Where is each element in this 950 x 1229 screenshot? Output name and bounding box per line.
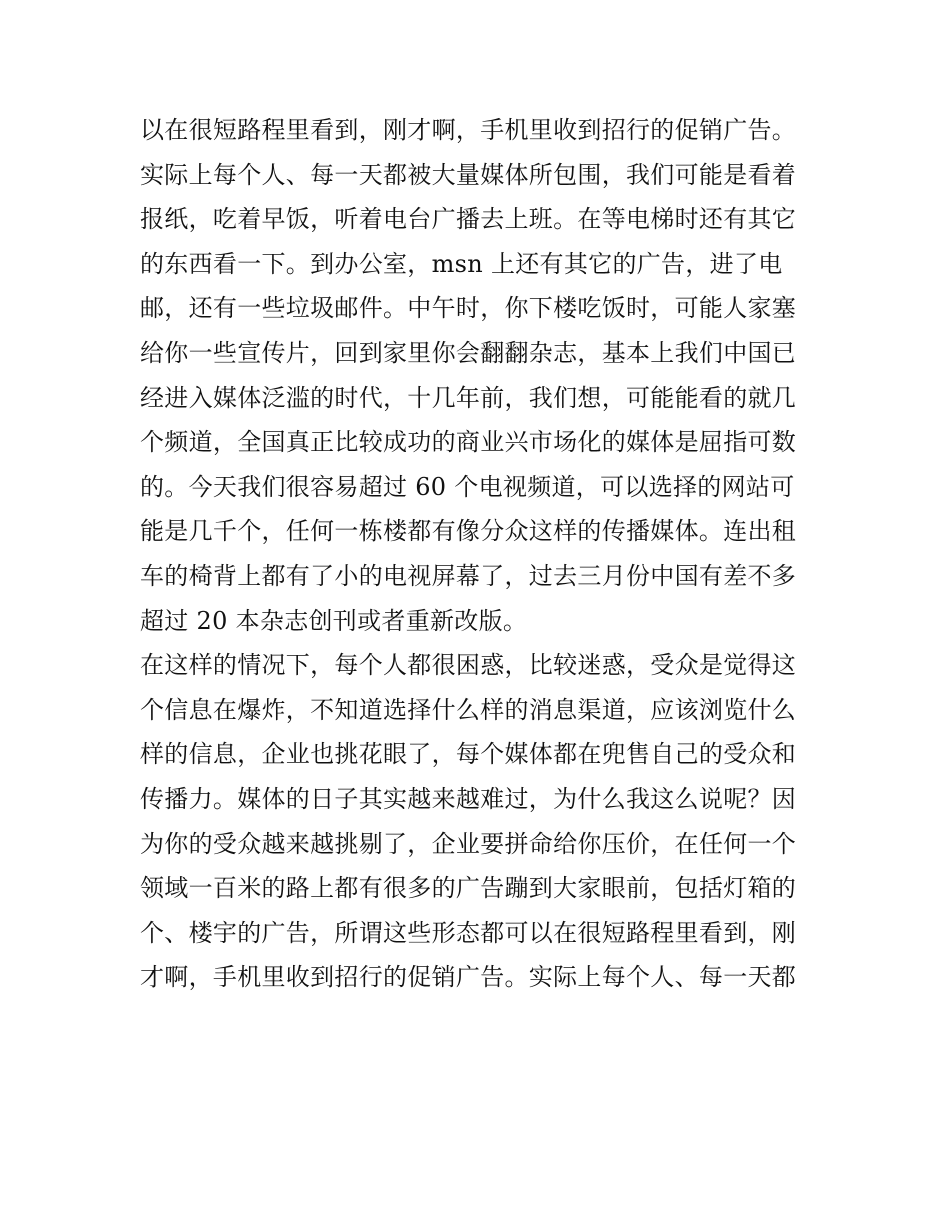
text-line: 才啊，手机里收到招行的促销广告。实际上每个人、每一天都 bbox=[140, 963, 797, 992]
text-line: 传播力。媒体的日子其实越来越难过，为什么我这么说呢？因 bbox=[140, 784, 797, 813]
text-line: 能是几千个，任何一栋楼都有像分众这样的传播媒体。连出租 bbox=[140, 517, 797, 546]
text-line: 的。今天我们很容易超过 60 个电视频道，可以选择的网站可 bbox=[140, 472, 795, 501]
text-line: 超过 20 本杂志创刊或者重新改版。 bbox=[140, 606, 528, 635]
text-line: 个频道，全国真正比较成功的商业兴市场化的媒体是屈指可数 bbox=[140, 428, 797, 457]
body-text bbox=[140, 108, 820, 1000]
text-line: 车的椅背上都有了小的电视屏幕了，过去三月份中国有差不多 bbox=[140, 561, 797, 590]
text-line: 为你的受众越来越挑剔了，企业要拼命给你压价，在任何一个 bbox=[140, 829, 797, 858]
text-line: 样的信息，企业也挑花眼了，每个媒体都在兜售自己的受众和 bbox=[140, 740, 797, 769]
text-line: 实际上每个人、每一天都被大量媒体所包围，我们可能是看着 bbox=[140, 160, 797, 189]
text-line: 给你一些宣传片，回到家里你会翻翻杂志，基本上我们中国已 bbox=[140, 338, 797, 367]
text-line: 邮，还有一些垃圾邮件。中午时，你下楼吃饭时，可能人家塞 bbox=[140, 294, 797, 323]
text-line: 个信息在爆炸，不知道选择什么样的消息渠道，应该浏览什么 bbox=[140, 695, 797, 724]
text-line: 报纸，吃着早饭，听着电台广播去上班。在等电梯时还有其它 bbox=[140, 205, 797, 234]
text-line: 的东西看一下。到办公室，msn 上还有其它的广告，进了电 bbox=[140, 249, 783, 278]
text-line: 领域一百米的路上都有很多的广告蹦到大家眼前，包括灯箱的 bbox=[140, 874, 797, 903]
text-line: 经进入媒体泛滥的时代，十几年前，我们想，可能能看的就几 bbox=[140, 383, 797, 412]
text-line: 个、楼宇的广告，所谓这些形态都可以在很短路程里看到，刚 bbox=[140, 918, 797, 947]
text-line: 在这样的情况下，每个人都很困惑，比较迷惑，受众是觉得这 bbox=[140, 651, 797, 680]
text-line: 以在很短路程里看到，刚才啊，手机里收到招行的促销广告。 bbox=[140, 116, 797, 144]
